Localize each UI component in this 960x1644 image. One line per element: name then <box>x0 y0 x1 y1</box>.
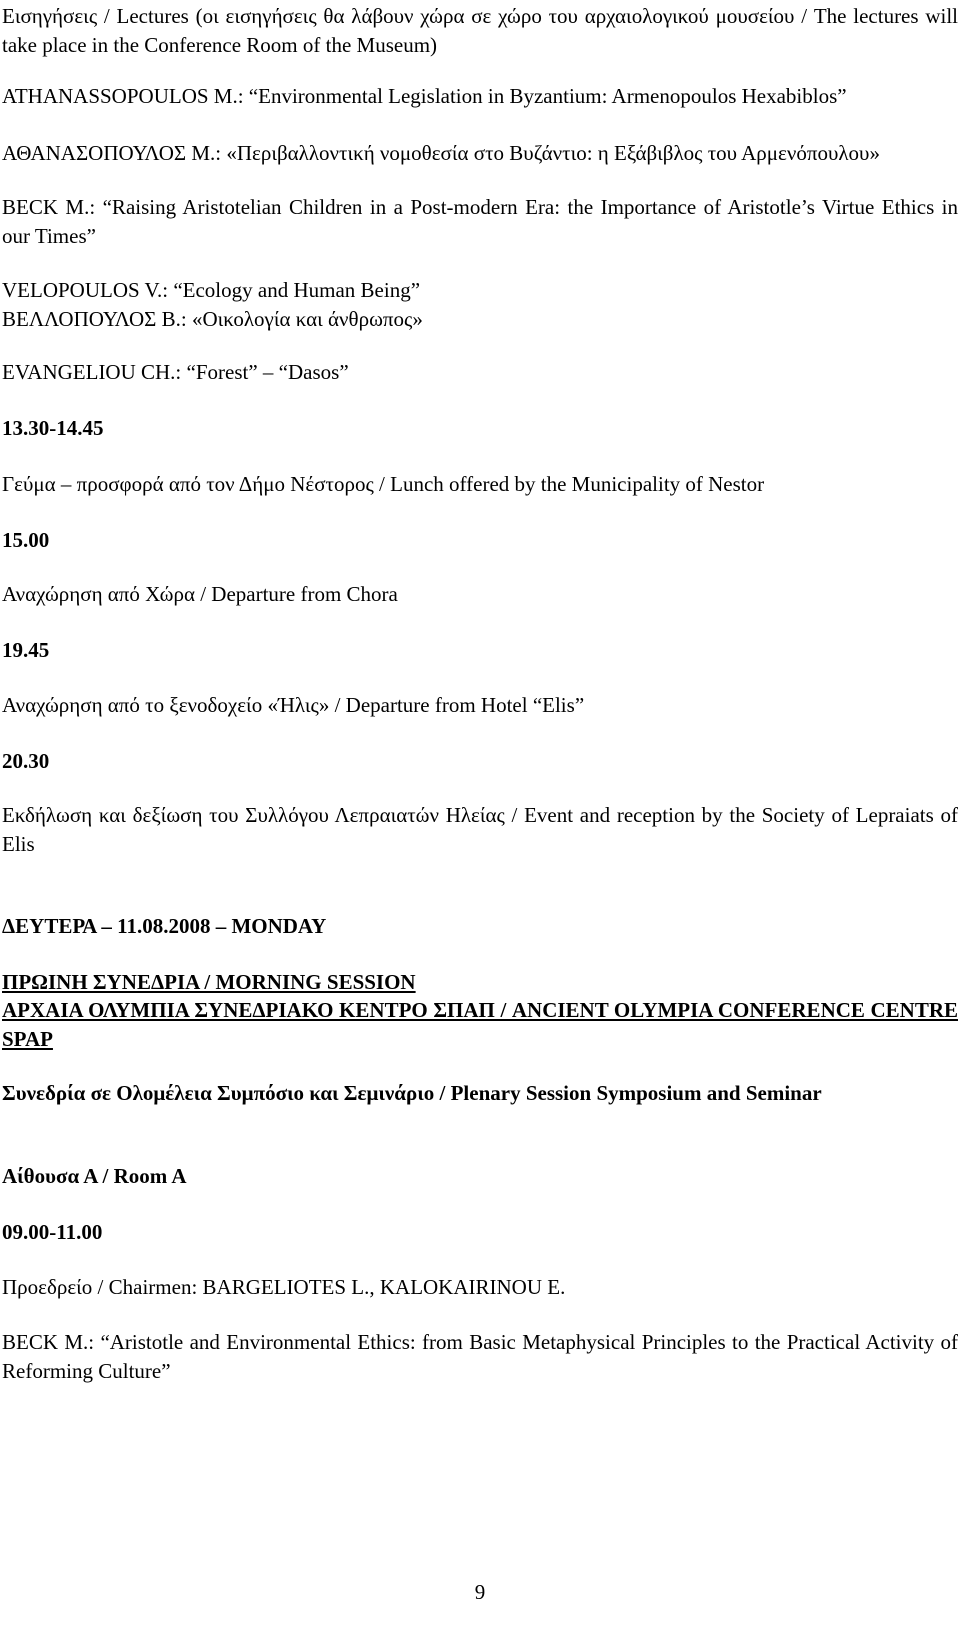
time-1330: 13.30-14.45 <box>2 416 104 440</box>
morning-session-heading: ΠΡΩΙΝΗ ΣΥΝΕΔΡΙΑ / MORNING SESSION <box>2 970 416 994</box>
lecture-velopoulos-en: VELOPOULOS V.: “Ecology and Human Being” <box>2 278 421 302</box>
conference-centre-heading: ΑΡΧΑΙΑ ΟΛΥΜΠΙΑ ΣΥΝΕΔΡΙΑΚΟ ΚΕΝΤΡΟ ΣΠΑΠ / ANCIENT OLYMPIA CONFERENCE CENTRE SPAP <box>2 998 958 1051</box>
lectures-intro: Εισηγήσεις / Lectures (οι εισηγήσεις θα λάβουν χώρα σε χώρο του αρχαιολογικού μουσείου / The lectures will take place in the Conference Room of the Museum) <box>2 4 958 57</box>
event-reception: Εκδήλωση και δεξίωση του Συλλόγου Λεπραιατών Ηλείας / Event and reception by the Society of Lepraiats of Elis <box>2 803 958 856</box>
time-0900: 09.00-11.00 <box>2 1220 103 1244</box>
room-heading: Αίθουσα Α / Room A <box>2 1164 187 1188</box>
lecture-evangeliou: EVANGELIOU CH.: “Forest” – “Dasos” <box>2 360 349 384</box>
page-number: 9 <box>474 1580 486 1604</box>
lecture-velopoulos-gr: ΒΕΛΛΟΠΟΥΛΟΣ Β.: «Οικολογία και άνθρωπος» <box>2 307 423 331</box>
lecture-athanassopoulos-en: ATHANASSOPOULOS M.: “Environmental Legislation in Byzantium: Armenopoulos Hexabiblos” <box>2 84 847 108</box>
plenary-session-heading: Συνεδρία σε Ολομέλεια Συμπόσιο και Σεμινάριο / Plenary Session Symposium and Seminar <box>2 1081 822 1105</box>
lecture-beck-2: BECK M.: “Aristotle and Environmental Ethics: from Basic Metaphysical Principles to the Practical Activity of Reforming Culture” <box>2 1330 958 1383</box>
departure-chora: Αναχώρηση από Χώρα / Departure from Chora <box>2 582 398 606</box>
lunch-item: Γεύμα – προσφορά από τον Δήμο Νέστορος / Lunch offered by the Municipality of Nestor <box>2 472 765 496</box>
time-1945: 19.45 <box>2 638 50 662</box>
chairmen-line: Προεδρείο / Chairmen: BARGELIOTES L., KALOKAIRINOU E. <box>2 1275 566 1299</box>
time-1500: 15.00 <box>2 528 50 552</box>
lecture-athanassopoulos-gr: ΑΘΑΝΑΣΟΠΟΥΛΟΣ Μ.: «Περιβαλλοντική νομοθεσία στο Βυζάντιο: η Εξάβιβλος του Αρμενόπουλου» <box>2 141 880 165</box>
time-2030: 20.30 <box>2 749 50 773</box>
day-heading-monday: ΔΕΥΤΕΡΑ – 11.08.2008 – MONDAY <box>2 914 327 938</box>
departure-hotel: Αναχώρηση από το ξενοδοχείο «Ήλις» / Departure from Hotel “Elis” <box>2 693 585 717</box>
lecture-beck-1: BECK M.: “Raising Aristotelian Children in a Post-modern Era: the Importance of Aristotle’s Virtue Ethics in our Times” <box>2 195 958 248</box>
